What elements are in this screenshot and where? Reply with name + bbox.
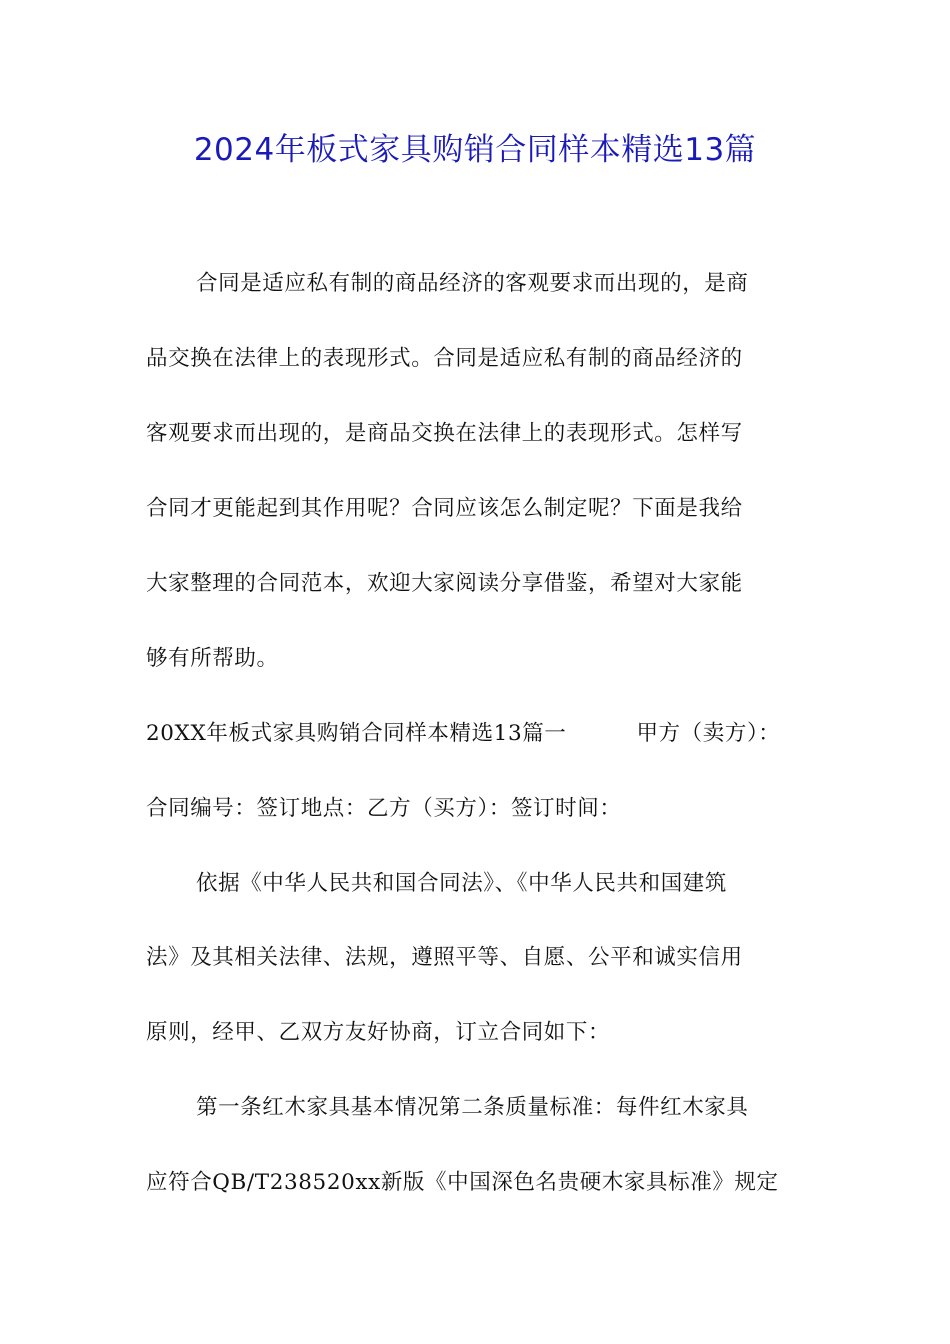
section-heading-line — [146, 716, 806, 752]
intro-line: 够有所帮助。 — [146, 646, 279, 671]
intro-line: 合同才更能起到其作用呢？合同应该怎么制定呢？下面是我给 — [146, 496, 743, 521]
intro-line: 客观要求而出现的，是商品交换在法律上的表现形式。怎样写 — [146, 421, 743, 446]
intro-line: 大家整理的合同范本，欢迎大家阅读分享借鉴，希望对大家能 — [146, 571, 743, 596]
basis-line: 依据《中华人民共和国合同法》、《中华人民共和国建筑 — [196, 871, 728, 896]
basis-line: 法》及其相关法律、法规，遵照平等、自愿、公平和诚实信用 — [146, 945, 743, 970]
party-a-label: 甲方（卖方）： — [636, 721, 781, 746]
section-heading: 20XX年板式家具购销合同样本精选13篇一 — [146, 721, 567, 746]
basis-line: 原则，经甲、乙双方友好协商，订立合同如下： — [146, 1020, 611, 1045]
intro-line: 合同是适应私有制的商品经济的客观要求而出现的，是商 — [196, 271, 749, 296]
contract-info-line: 合同编号：签订地点：乙方（买方）：签订时间： — [146, 796, 622, 821]
document-title: 2024年板式家具购销合同样本精选13篇 — [193, 132, 757, 168]
intro-line: 品交换在法律上的表现形式。合同是适应私有制的商品经济的 — [146, 346, 743, 371]
article-line: 应符合QB/T238520xx新版《中国深色名贵硬木家具标准》规定 — [146, 1170, 779, 1195]
article-line: 第一条红木家具基本情况第二条质量标准：每件红木家具 — [196, 1095, 749, 1120]
